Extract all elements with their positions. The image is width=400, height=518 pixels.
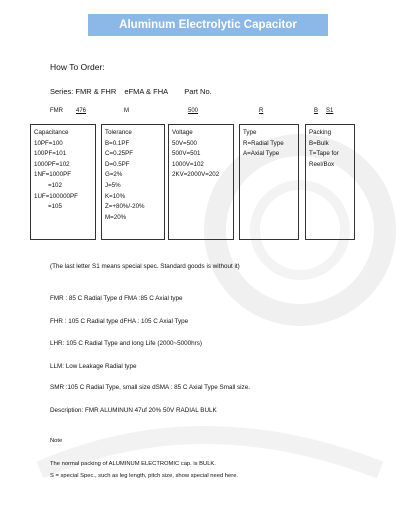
box-title: Type	[243, 129, 257, 136]
fhr-line: FHR : 105 C Radial type dFHA : 105 C Axial Type	[50, 318, 189, 325]
box-row: Z=+80%/-20%	[105, 203, 145, 211]
code-b: B	[314, 108, 319, 114]
type-box	[239, 124, 299, 240]
lhr-line: LHR: 105 C Radial Type and long Life (2000~5000hrs)	[50, 340, 202, 347]
box-row: D=0.5PF	[105, 160, 130, 168]
box-row: C=0.25PF	[105, 150, 134, 158]
tolerance-box	[101, 124, 165, 240]
box-row: A=Axial Type	[243, 150, 280, 158]
box-row: 1UF=100000PF	[34, 192, 78, 200]
capacitance-box	[30, 124, 96, 240]
box-row: 10PF=100	[34, 139, 63, 147]
box-row: R=Radial Type	[243, 139, 284, 147]
box-row: T=Tape for	[309, 150, 339, 158]
code-500: 500	[188, 108, 199, 114]
box-row: 1NF=1000PF	[34, 171, 71, 179]
packing-box	[305, 124, 355, 240]
llm-line: LLM: Low Leakage Radial type	[50, 363, 137, 370]
code-s1: S1	[326, 108, 334, 114]
box-title: Packing	[309, 129, 332, 136]
box-row: B=Bulk	[309, 139, 329, 147]
box-row: =102	[48, 181, 62, 189]
box-row: 2KV=2000V=202	[172, 171, 220, 179]
special-spec-note: (The last letter S1 means special spec. Standard goods is without it)	[50, 263, 240, 270]
description-line: Description: FMR ALUMINUN 47uf 20% 50V RADIAL BULK	[50, 407, 217, 414]
box-row: 1000V=102	[172, 160, 204, 168]
box-row: 1000PF=102	[34, 160, 70, 168]
box-row: G=2%	[105, 171, 123, 179]
part-no-label: Part No.	[184, 87, 212, 96]
how-to-order-heading: How To Order:	[50, 62, 105, 72]
fmr-line: FMR : 85 C Radial Type d FMA :85 C Axial type	[50, 295, 183, 302]
footer-line-1: The normal packing of ALUMINUM ELECTROMIC cap. is BULK.	[50, 461, 216, 467]
code-m: M	[124, 108, 129, 114]
box-row: J=5%	[105, 181, 121, 189]
code-fmr: FMR	[50, 108, 63, 114]
series-line	[50, 87, 218, 96]
box-title: Tolerance	[105, 129, 132, 136]
footer-line-2: S = special Spec., such as leg length, pitch size, show special need here.	[50, 473, 239, 479]
box-row: =105	[48, 203, 62, 211]
box-row: 100PF=101	[34, 150, 67, 158]
box-title: Voltage	[172, 129, 193, 136]
series-mid: eFMA & FHA	[124, 87, 169, 96]
box-row: 50V=500	[172, 139, 197, 147]
box-row: K=10%	[105, 192, 126, 200]
box-row: Reel/Box	[309, 160, 335, 168]
series-label: Series: FMR & FHR	[50, 87, 117, 96]
box-row: B=0.1PF	[105, 139, 130, 147]
title-banner: Aluminum Electrolytic Capacitor	[88, 14, 328, 36]
voltage-box	[168, 124, 234, 240]
box-title: Capacitance	[34, 129, 69, 136]
code-476: 476	[76, 108, 87, 114]
code-r: R	[259, 108, 264, 114]
box-row: M=20%	[105, 213, 127, 221]
box-row: 500V=501	[172, 150, 201, 158]
smr-line: SMR :105 C Radial Type, small size dSMA : 85 C Axial Type Small size.	[50, 384, 250, 391]
note-label: Note	[50, 438, 63, 444]
